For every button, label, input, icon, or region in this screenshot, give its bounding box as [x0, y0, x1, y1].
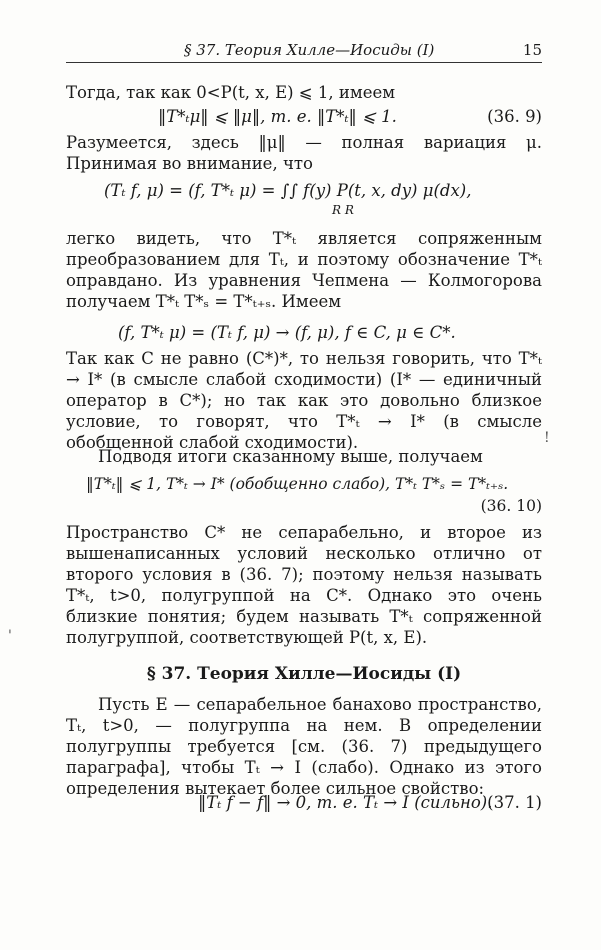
equation-36-10-body: ‖T*ₜ‖ ⩽ 1, T*ₜ → I* (обобщенно слабо), T*ₜ T*ₛ = T*ₜ₊ₛ.: [86, 475, 509, 493]
equation-37-1: [66, 792, 542, 813]
margin-mark-2: ': [8, 628, 12, 644]
running-head: [66, 40, 542, 63]
integral-limits-text: R R: [332, 203, 354, 217]
equation-weak-limit: [66, 322, 542, 343]
equation-number-37-1: (37. 1): [487, 793, 542, 812]
paragraph-6: Пространство C* не сепарабельно, и второе из вышенаписанных условий несколько отлично от второго условия в (36. 7); поэтому нельзя называть T*ₜ, t>0, полугруппой на C*. Однако это очень близкие понятия; будем называть T*ₜ сопряженной полугруппой, соответствующей P(t, x, E).: [66, 523, 542, 647]
equation-37-1-body: ‖Tₜ f − f‖ → 0, т. е. Tₜ → I (сильно).: [198, 793, 493, 812]
paragraph-2: Разумеется, здесь ‖μ‖ — полная вариация μ. Принимая во внимание, что: [66, 133, 542, 173]
section-title: § 37. Теория Хилле—Иосиды (I): [146, 664, 462, 684]
equation-weak-limit-body: (f, T*ₜ μ) = (Tₜ f, μ) → (f, μ), f ∈ C, μ ∈ C*.: [118, 323, 456, 342]
margin-mark-1: !: [544, 430, 550, 446]
paragraph-3: легко видеть, что T*ₜ является сопряженным преобразованием для Tₜ, и поэтому обозначение T*ₜ оправдано. Из уравнения Чепмена — Колмогорова получаем T*ₜ T*ₛ = T*ₜ₊ₛ. Имеем: [66, 229, 542, 311]
paragraph-1: Тогда, так как 0<P(t, x, E) ⩽ 1, имеем: [66, 83, 396, 102]
equation-number-36-9: (36. 9): [487, 107, 542, 126]
running-head-title: § 37. Теория Хилле—Иосиды (I): [184, 41, 435, 59]
paragraph-7: Пусть E — сепарабельное банахово пространство, Tₜ, t>0, — полугруппа на нем. В определении полугруппы требуется [см. (36. 7) предыдущего параграфа], чтобы Tₜ → I (слабо). Однако из этого определения вытекает более сильное свойство:: [66, 695, 542, 798]
integral-limits: [66, 200, 542, 221]
page-number: 15: [522, 41, 542, 59]
equation-36-9: [66, 106, 542, 127]
equation-36-10: [66, 474, 542, 515]
equation-number-36-10: (36. 10): [480, 497, 542, 515]
equation-36-9-body: ‖T*ₜμ‖ ⩽ ‖μ‖, т. е. ‖T*ₜ‖ ⩽ 1.: [158, 107, 397, 126]
paragraph-5: Подводя итоги сказанному выше, получаем: [98, 447, 483, 466]
paragraph-4: Так как C не равно (C*)*, то нельзя говорить, что T*ₜ → I* (в смысле слабой сходимости) (I* — единичный оператор в C*); но так как это довольно близкое условие, то говорят, что T*ₜ → I* (в смысле обобщенной слабой сходимости).: [66, 349, 542, 452]
equation-adjoint: [66, 180, 542, 201]
equation-adjoint-body: (Tₜ f, μ) = (f, T*ₜ μ) = ∫∫ f(y) P(t, x, dy) μ(dx),: [104, 181, 472, 200]
